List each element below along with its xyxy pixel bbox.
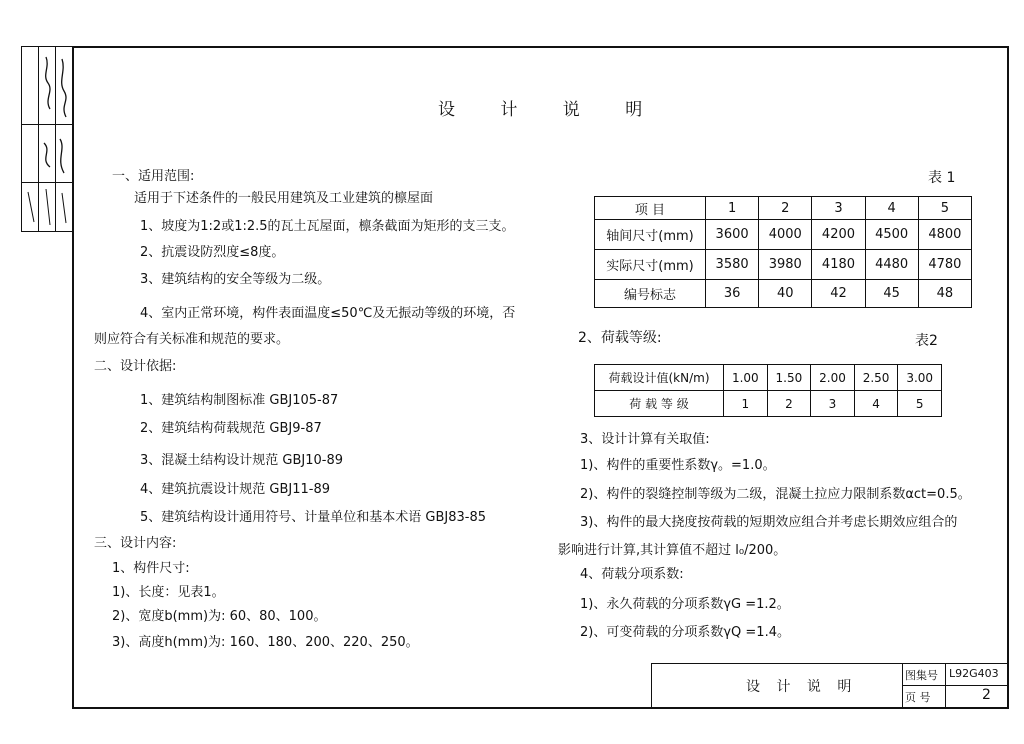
text-line: 1)、永久荷载的分项系数γG =1.2。 <box>580 597 790 612</box>
table-cell: 4000 <box>759 220 812 250</box>
table-cell: 2 <box>767 391 811 417</box>
text-line: 4、建筑抗震设计规范 GBJ11-89 <box>140 482 331 497</box>
table-cell: 3.00 <box>898 365 942 391</box>
table-cell: 2.00 <box>811 365 855 391</box>
divider <box>902 664 903 708</box>
table-cell: 实际尺寸(mm) <box>595 250 706 280</box>
table-cell: 2 <box>759 197 812 220</box>
divider <box>902 685 1008 686</box>
page-number: 2 <box>982 687 991 703</box>
table-cell: 3980 <box>759 250 812 280</box>
table-cell: 4 <box>854 391 898 417</box>
table-cell: 36 <box>706 280 759 308</box>
table-cell: 1 <box>706 197 759 220</box>
text-line: 适用于下述条件的一般民用建筑及工业建筑的檩屋面 <box>134 191 434 206</box>
table-row <box>595 391 942 417</box>
table-cell: 3 <box>812 197 865 220</box>
section-heading: 三、设计内容: <box>94 536 177 551</box>
text-line: 4、室内正常环境，构件表面温度≤50℃及无振动等级的环境，否 <box>140 306 516 321</box>
table-cell: 轴间尺寸(mm) <box>595 220 706 250</box>
handwritten-signature <box>22 47 73 233</box>
load-grade-table <box>594 364 942 417</box>
divider <box>945 664 946 708</box>
text-line: 3)、高度h(mm)为: 160、180、200、220、250。 <box>112 635 419 650</box>
text-line: 2)、宽度b(mm)为: 60、80、100。 <box>112 609 327 624</box>
table-cell: 5 <box>898 391 942 417</box>
text-line: 1)、构件的重要性系数γ。=1.0。 <box>580 458 776 473</box>
text-line: 5、建筑结构设计通用符号、计量单位和基本术语 GBJ83-85 <box>140 510 487 525</box>
text-line: 3、设计计算有关取值: <box>580 432 710 447</box>
table-cell: 1.50 <box>767 365 811 391</box>
atlas-label: 图集号 <box>905 669 938 682</box>
text-line: 2、抗震设防烈度≤8度。 <box>140 245 285 260</box>
table-cell: 4780 <box>918 250 971 280</box>
table-cell: 4 <box>865 197 918 220</box>
table-cell: 3600 <box>706 220 759 250</box>
text-line: 1、坡度为1:2或1:2.5的瓦土瓦屋面，檩条截面为矩形的支三支。 <box>140 219 515 234</box>
text-line: 3、建筑结构的安全等级为二级。 <box>140 272 331 287</box>
text-line: 1、建筑结构制图标准 GBJ105-87 <box>140 393 339 408</box>
table-row <box>595 197 972 220</box>
table-cell: 3 <box>811 391 855 417</box>
table-cell: 荷载设计值(kN/m) <box>595 365 724 391</box>
text-line: 影响进行计算,其计算值不超过 l₀/200。 <box>558 543 787 558</box>
table-cell: 编号标志 <box>595 280 706 308</box>
text-line: 4、荷载分项系数: <box>580 567 684 582</box>
table-cell: 5 <box>918 197 971 220</box>
text-line: 3、混凝土结构设计规范 GBJ10-89 <box>140 453 344 468</box>
title-block-name: 设 计 说 明 <box>746 679 858 695</box>
table-cell: 2.50 <box>854 365 898 391</box>
page-title: 设 计 说 明 <box>438 100 663 120</box>
text-line: 则应符合有关标准和规范的要求。 <box>94 332 290 347</box>
dimension-table <box>594 196 972 308</box>
table-cell: 4200 <box>812 220 865 250</box>
table-row <box>595 280 972 308</box>
text-line: 2)、构件的裂缝控制等级为二级，混凝土拉应力限制系数αct=0.5。 <box>580 487 971 502</box>
text-line: 1、构件尺寸: <box>112 561 190 576</box>
text-line: 1)、长度：见表1。 <box>112 585 225 600</box>
table-cell: 项 目 <box>595 197 706 220</box>
title-block <box>651 663 1007 707</box>
page-label: 页 号 <box>905 691 931 704</box>
text-line: 3)、构件的最大挠度按荷载的短期效应组合并考虑长期效应组合的 <box>580 515 958 530</box>
table-cell: 4500 <box>865 220 918 250</box>
table-row <box>595 365 942 391</box>
table-cell: 40 <box>759 280 812 308</box>
text-line: 2、建筑结构荷载规范 GBJ9-87 <box>140 421 322 436</box>
table-cell: 4800 <box>918 220 971 250</box>
section-heading: 二、设计依据: <box>94 359 177 374</box>
table-cell: 48 <box>918 280 971 308</box>
text-line: 2)、可变荷载的分项系数γQ =1.4。 <box>580 625 790 640</box>
signature-strip <box>21 46 72 232</box>
table-caption: 表2 <box>915 333 938 349</box>
section-heading: 一、适用范围: <box>112 169 195 184</box>
table-row <box>595 250 972 280</box>
atlas-number: L92G403 <box>949 667 999 680</box>
table-cell: 4180 <box>812 250 865 280</box>
section-heading: 2、荷载等级: <box>578 330 662 346</box>
table-caption: 表 1 <box>928 170 956 186</box>
table-cell: 4480 <box>865 250 918 280</box>
table-cell: 3580 <box>706 250 759 280</box>
table-row <box>595 220 972 250</box>
table-cell: 42 <box>812 280 865 308</box>
table-cell: 45 <box>865 280 918 308</box>
table-cell: 1 <box>724 391 768 417</box>
table-cell: 荷 载 等 级 <box>595 391 724 417</box>
table-cell: 1.00 <box>724 365 768 391</box>
